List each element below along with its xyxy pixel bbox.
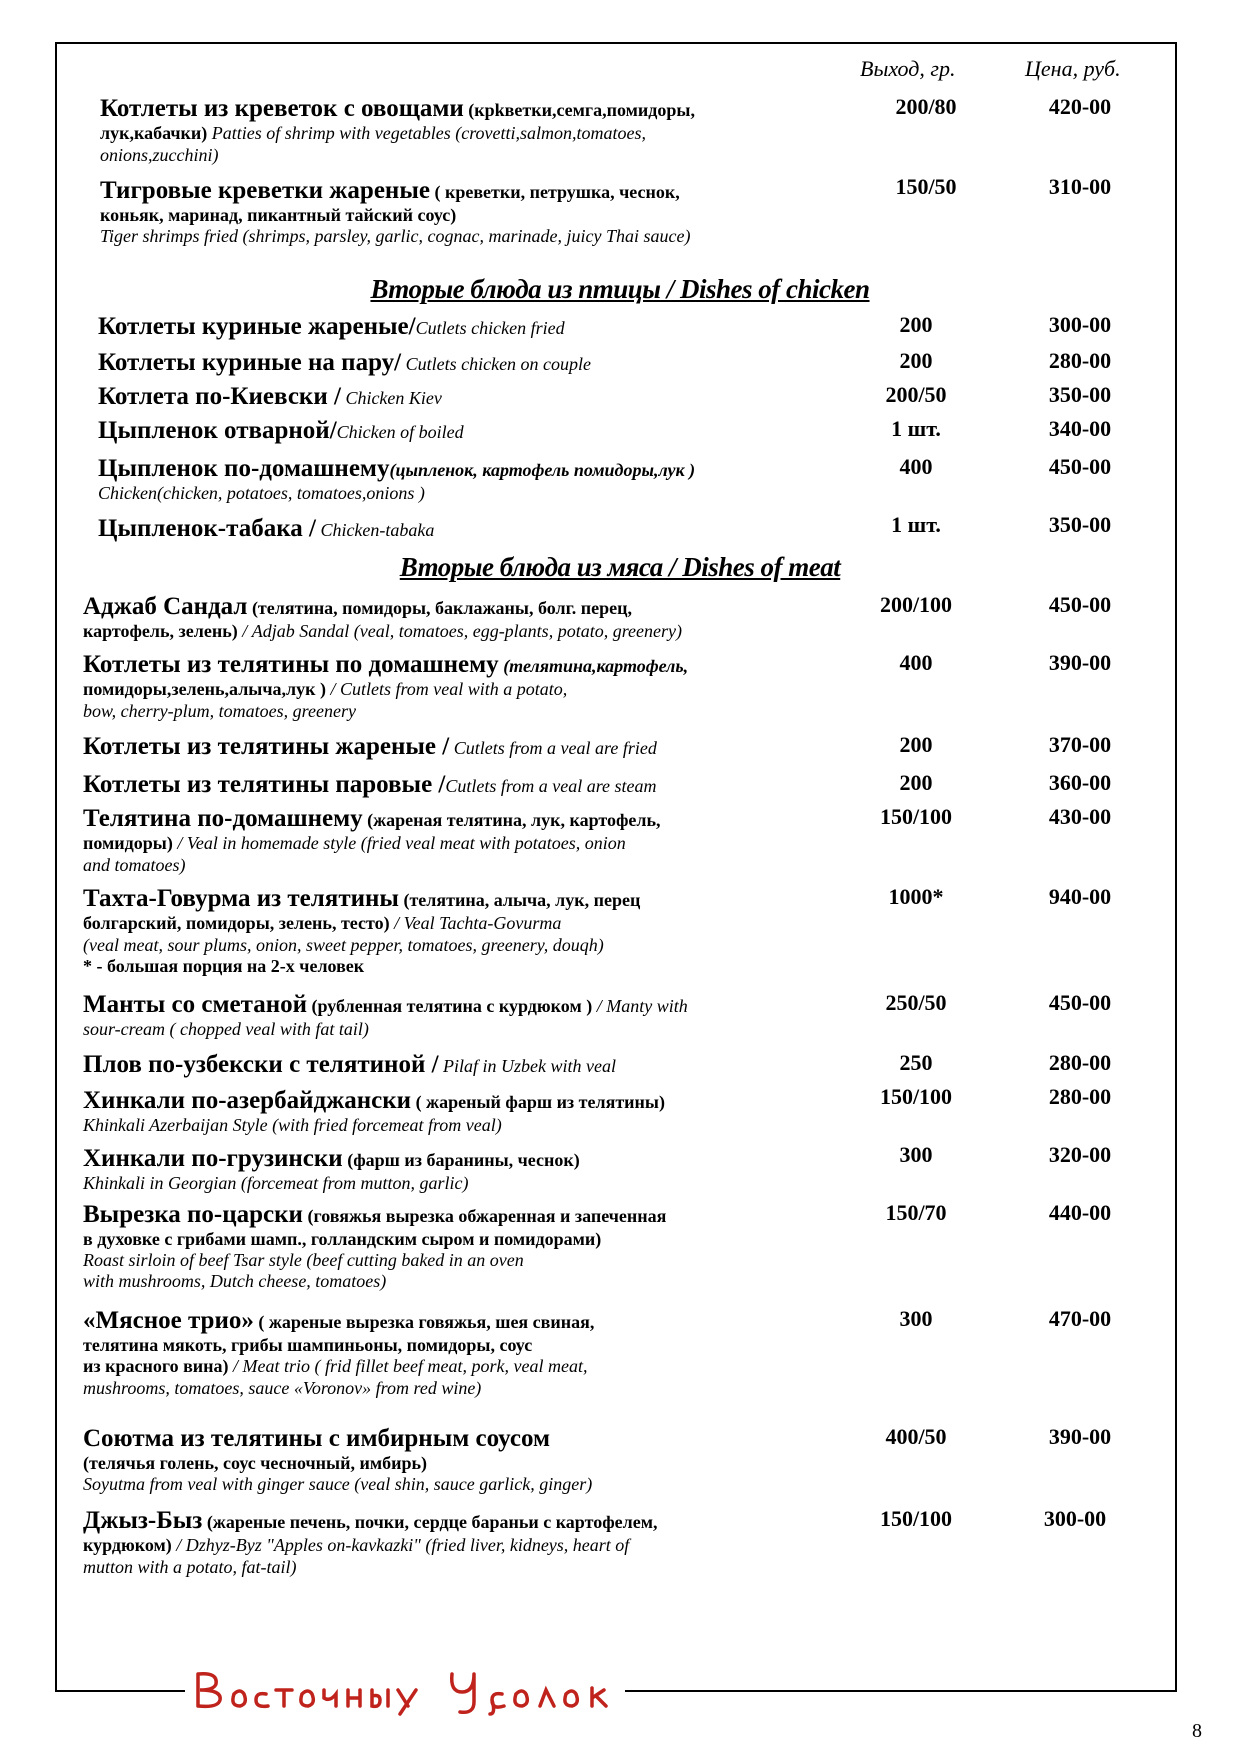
item-weight: 400: [899, 454, 933, 479]
item-desc-en-cont: mutton with a potato, fat-tail): [83, 1557, 297, 1578]
item-name-ru: Тигровые креветки жареные: [100, 177, 430, 204]
item-name-ru: Телятина по-домашнему: [83, 805, 363, 832]
item-name-ru: Джыз-Быз: [83, 1507, 203, 1534]
item-name-ru: Тахта-Говурма из телятины: [83, 885, 399, 912]
item-weight: 400/50: [885, 1424, 947, 1449]
item-price: 440-00: [1048, 1200, 1112, 1225]
item-desc-en: Chicken(chicken, potatoes, tomatoes,onions ): [98, 483, 425, 504]
item-ingredients-ru: (жареные печень, почки, сердце бараньи с картофелем,: [202, 1512, 658, 1532]
item-desc-en-cont: and tomatoes): [83, 855, 186, 876]
item-name-ru: Котлеты из телятины паровые /: [83, 771, 446, 798]
item-weight: 150/100: [879, 1084, 953, 1109]
item-name-ru: Котлеты из телятины жареные /: [83, 733, 450, 760]
menu-item: [98, 516, 858, 542]
item-price: 450-00: [1048, 454, 1112, 479]
item-ingredients-ru: (цыпленок, картофель помидоры,лук ): [389, 460, 696, 480]
item-name-ru: Хинкали по-грузински: [83, 1145, 343, 1172]
menu-item: [83, 1202, 843, 1291]
item-desc-en: Chicken-tabaka: [315, 520, 435, 540]
item-price: 390-00: [1048, 1424, 1112, 1449]
menu-item: [83, 806, 843, 875]
item-weight: 1 шт.: [891, 512, 941, 537]
item-ingredients-ru: (говяжья вырезка обжаренная и запеченная: [302, 1206, 667, 1226]
item-desc-en: Cutlets from a veal are fried: [449, 738, 657, 758]
menu-item: [83, 1088, 843, 1135]
item-ingredients-ru-cont: курдюком): [83, 1535, 172, 1556]
item-desc-en-cont: (veal meat, sour plums, onion, sweet pepper, tomatoes, greenery, douqh): [83, 935, 604, 956]
item-name-ru: Вырезка по-царски: [83, 1201, 303, 1228]
item-ingredients-ru-cont: в духовке с грибами шамп., голландским сыром и помидорами): [83, 1229, 602, 1250]
item-desc-en: Chicken Kiev: [340, 388, 442, 408]
item-name-ru: Аджаб Сандал: [83, 593, 248, 620]
item-price: 940-00: [1048, 884, 1112, 909]
price-column-header: Цена, руб.: [1025, 56, 1121, 81]
item-ingredients-ru-cont2: из красного вина): [83, 1356, 229, 1377]
item-price: 300-00: [1048, 312, 1112, 337]
menu-item: [83, 992, 843, 1039]
item-name-ru: Котлеты из креветок с овощами: [100, 95, 464, 122]
item-ingredients-ru: (жареная телятина, лук, картофель,: [362, 810, 661, 830]
item-desc-en-cont: with mushrooms, Dutch cheese, tomatoes): [83, 1271, 387, 1292]
item-price: 450-00: [1048, 592, 1112, 617]
item-price: 430-00: [1048, 804, 1112, 829]
item-ingredients-ru: (крkветки,семга,помидоры,: [463, 100, 695, 120]
item-price: 350-00: [1048, 382, 1112, 407]
item-ingredients-ru-cont: лук,кабачки): [100, 123, 208, 144]
item-desc-en: / Manty with: [592, 996, 688, 1016]
item-desc-en: / Veal in homemade style (fried veal meat with potatoes, onion: [172, 833, 626, 854]
item-name-ru: Хинкали по-азербайджански: [83, 1087, 412, 1114]
item-price: 420-00: [1048, 94, 1112, 119]
item-weight: 150/100: [879, 804, 953, 829]
menu-item: [83, 772, 843, 798]
item-price: 470-00: [1048, 1306, 1112, 1331]
item-weight: 1000*: [888, 884, 944, 909]
item-desc-en: Cutlets chicken on couple: [401, 354, 592, 374]
item-name-ru: Соютма из телятины с имбирным соусом: [83, 1425, 551, 1452]
item-price: 340-00: [1048, 416, 1112, 441]
item-desc-en-cont: bow, cherry-plum, tomatoes, greenery: [83, 701, 356, 722]
item-price: 370-00: [1048, 732, 1112, 757]
item-desc-en: Pilaf in Uzbek with veal: [438, 1056, 617, 1076]
item-weight: 200: [899, 732, 933, 757]
menu-item: [98, 418, 858, 444]
item-price: 320-00: [1048, 1142, 1112, 1167]
item-ingredients-ru: (рубленная телятина с курдюком ): [307, 996, 593, 1016]
menu-item: [100, 96, 860, 165]
item-weight: 200/50: [885, 382, 947, 407]
menu-item: [98, 456, 888, 503]
menu-item: [83, 652, 873, 721]
item-ingredients-ru: (телячья голень, соус чесночный, имбирь): [83, 1453, 428, 1474]
item-name-ru: Котлеты из телятины по домашнему: [83, 651, 499, 678]
item-desc-en: / Dzhyz-Byz "Apples on-kavkazki" (fried liver, kidneys, heart of: [171, 1535, 630, 1556]
page-number: 8: [1192, 1720, 1202, 1742]
item-price: 310-00: [1048, 174, 1112, 199]
item-note: * - большая порция на 2-х человек: [83, 955, 365, 976]
frame-bottom-line-left: [55, 1690, 185, 1692]
item-price: 450-00: [1048, 990, 1112, 1015]
item-name-ru: Котлета по-Киевски /: [98, 383, 341, 410]
item-weight: 200: [899, 312, 933, 337]
item-desc-en: / Veal Tachta-Govurma: [389, 913, 562, 934]
item-price: 300-00: [1043, 1506, 1107, 1531]
item-ingredients-ru: (телятина, алыча, лук, перец: [398, 890, 641, 910]
item-weight: 150/50: [895, 174, 957, 199]
item-desc-en: Khinkali in Georgian (forcemeat from mutton, garlic): [83, 1173, 469, 1194]
item-name-ru: Манты со сметаной: [83, 991, 308, 1018]
restaurant-logo: [190, 1664, 620, 1716]
item-weight: 200: [899, 348, 933, 373]
menu-item: [83, 886, 843, 976]
item-desc-en: Soyutma from veal with ginger sauce (veal shin, sauce garlick, ginger): [83, 1474, 593, 1495]
item-name-ru: «Мясное трио»: [83, 1307, 254, 1334]
item-name-ru: Плов по-узбекски с телятиной /: [83, 1051, 439, 1078]
frame-bottom-line-right: [625, 1690, 1177, 1692]
item-ingredients-ru-cont: коньяк, маринад, пикантный тайский соус): [100, 205, 457, 226]
item-desc-en: Roast sirloin of beef Tsar style (beef cutting baked in an oven: [83, 1250, 524, 1271]
item-ingredients-ru: ( креветки, петрушка, чеснок,: [429, 182, 680, 202]
item-ingredients-ru: (фарш из баранины, чеснок): [342, 1150, 580, 1170]
item-weight: 150/100: [879, 1506, 953, 1531]
item-weight: 300: [899, 1306, 933, 1331]
item-desc-en: Khinkali Azerbaijan Style (with fried forcemeat from veal): [83, 1115, 502, 1136]
item-price: 280-00: [1048, 348, 1112, 373]
item-weight: 300: [899, 1142, 933, 1167]
weight-column-header: Выход, гр.: [860, 56, 956, 81]
item-desc-en-cont: mushrooms, tomatoes, sauce «Voronov» from red wine): [83, 1377, 482, 1398]
item-desc-en: Patties of shrimp with vegetables (crovetti,salmon,tomatoes,: [207, 123, 647, 144]
item-weight: 400: [899, 650, 933, 675]
item-desc-en-cont: sour-cream ( chopped veal with fat tail): [83, 1019, 369, 1040]
item-name-ru: Котлеты куриные жареные/: [98, 313, 416, 340]
menu-item: [83, 1052, 843, 1078]
menu-item: [98, 314, 858, 340]
item-weight: 1 шт.: [891, 416, 941, 441]
item-price: 360-00: [1048, 770, 1112, 795]
menu-item: [100, 178, 860, 246]
item-ingredients-ru-cont: телятина мякоть, грибы шампиньоны, помидоры, соус: [83, 1335, 533, 1356]
item-price: 390-00: [1048, 650, 1112, 675]
item-name-ru: Цыпленок отварной/: [98, 417, 337, 444]
item-desc-en: Cutlets from a veal are steam: [445, 776, 657, 796]
menu-item: [83, 1146, 843, 1193]
section-title-meat: Вторые блюда из мяса / Dishes of meat: [399, 552, 841, 582]
item-weight: 200/80: [895, 94, 957, 119]
item-desc-en: / Meat trio ( frid fillet beef meat, pork, veal meat,: [228, 1356, 588, 1377]
item-desc-en-cont: onions,zucchini): [100, 145, 219, 166]
menu-item: [83, 734, 843, 760]
item-ingredients-ru: ( жареные вырезка говяжья, шея свиная,: [253, 1312, 595, 1332]
item-desc-en: Chicken of boiled: [336, 422, 464, 442]
menu-item: [83, 1426, 843, 1494]
item-weight: 250/50: [885, 990, 947, 1015]
menu-item: [83, 1308, 843, 1398]
item-name-ru: Цыпленок по-домашнему: [98, 455, 390, 482]
item-desc-en: / Adjab Sandal (veal, tomatoes, egg-plants, potato, greenery): [237, 621, 682, 642]
menu-item: [98, 384, 858, 410]
item-price: 280-00: [1048, 1050, 1112, 1075]
item-desc-en: Cutlets chicken fried: [415, 318, 565, 338]
item-desc-en: / Cutlets from veal with a potato,: [325, 679, 568, 700]
item-ingredients-ru-cont: болгарский, помидоры, зелень, тесто): [83, 913, 390, 934]
item-ingredients-ru: ( жареный фарш из телятины): [411, 1092, 665, 1112]
item-desc-en: Tiger shrimps fried (shrimps, parsley, garlic, cognac, marinade, juicy Thai sauce): [100, 226, 691, 247]
menu-item: [98, 350, 858, 376]
item-price: 280-00: [1048, 1084, 1112, 1109]
item-weight: 200/100: [879, 592, 953, 617]
menu-item: [83, 594, 843, 642]
item-price: 350-00: [1048, 512, 1112, 537]
item-ingredients-ru-cont: картофель, зелень): [83, 621, 238, 642]
item-weight: 250: [899, 1050, 933, 1075]
item-ingredients-ru-cont: помидоры): [83, 833, 173, 854]
menu-item: [83, 1508, 843, 1577]
item-name-ru: Цыпленок-табака /: [98, 515, 316, 542]
item-ingredients-ru: (телятина, помидоры, баклажаны, болг. перец,: [247, 598, 632, 618]
item-ingredients-ru: (телятина,картофель,: [498, 656, 689, 676]
item-weight: 200: [899, 770, 933, 795]
section-title-chicken: Вторые блюда из птицы / Dishes of chicken: [370, 274, 870, 304]
item-ingredients-ru-cont: помидоры,зелень,алыча,лук ): [83, 679, 326, 700]
item-name-ru: Котлеты куриные на пару/: [98, 349, 402, 376]
item-weight: 150/70: [885, 1200, 947, 1225]
